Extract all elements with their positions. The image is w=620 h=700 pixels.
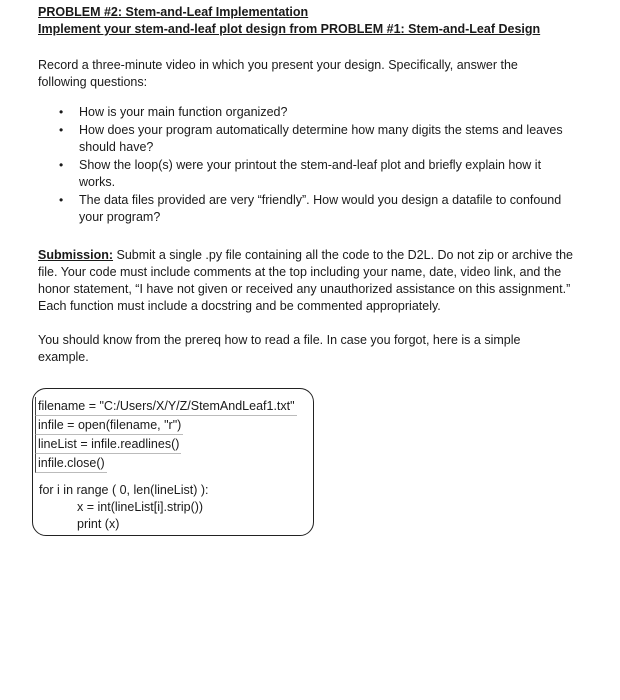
question-item: [38, 192, 579, 226]
intro-paragraph: Record a three-minute video in which you present your design. Specifically, answer the following questions:: [38, 58, 518, 89]
document-page: [38, 4, 598, 366]
problem-title: PROBLEM #2: Stem-and-Leaf Implementation: [38, 5, 309, 19]
code-line: lineList = infile.readlines(): [35, 435, 297, 454]
loop-header: for i in range ( 0, len(lineList) ):: [39, 483, 209, 497]
code-loop-block: [39, 482, 209, 533]
question-text: Show the loop(s) were your printout the stem-and-leaf plot and briefly explain how it works.: [79, 158, 542, 189]
problem-subtitle: Implement your stem-and-leaf plot design from PROBLEM #1: Stem-and-Leaf Design: [38, 22, 541, 36]
code-file-block: [35, 397, 297, 473]
code-line: filename = "C:/Users/X/Y/Z/StemAndLeaf1.txt": [35, 397, 297, 416]
bullet-icon: •: [59, 158, 64, 172]
loop-body-line: x = int(lineList[i].strip()): [77, 500, 204, 514]
question-text: How does your program automatically determine how many digits the stems and leaves should have?: [79, 123, 563, 154]
question-text: How is your main function organized?: [79, 105, 288, 119]
question-text: The data files provided are very “friendly”. How would you design a datafile to confound your program?: [79, 193, 562, 224]
loop-body-line: print (x): [77, 517, 120, 531]
submission-text: Submit a single .py file containing all the code to the D2L. Do not zip or archive the file. Your code must include comments at the top including your name, date, video link, and the honor statement, “I have not given or received any unauthorized assistance on this assignment.” Each function must include a docstring and be commented appropriately.: [38, 248, 574, 313]
question-item: [38, 157, 579, 191]
bullet-icon: •: [59, 123, 64, 137]
prereq-paragraph: You should know from the prereq how to read a file. In case you forgot, here is a simple example.: [38, 333, 521, 364]
question-list: [38, 104, 598, 226]
bullet-icon: •: [59, 105, 64, 119]
code-line: infile.close(): [35, 454, 297, 473]
question-item: [38, 122, 579, 156]
question-item: [38, 104, 579, 121]
bullet-icon: •: [59, 193, 64, 207]
submission-label: Submission:: [38, 248, 114, 262]
code-line: infile = open(filename, "r"): [35, 416, 297, 435]
submission-paragraph: [38, 247, 583, 315]
